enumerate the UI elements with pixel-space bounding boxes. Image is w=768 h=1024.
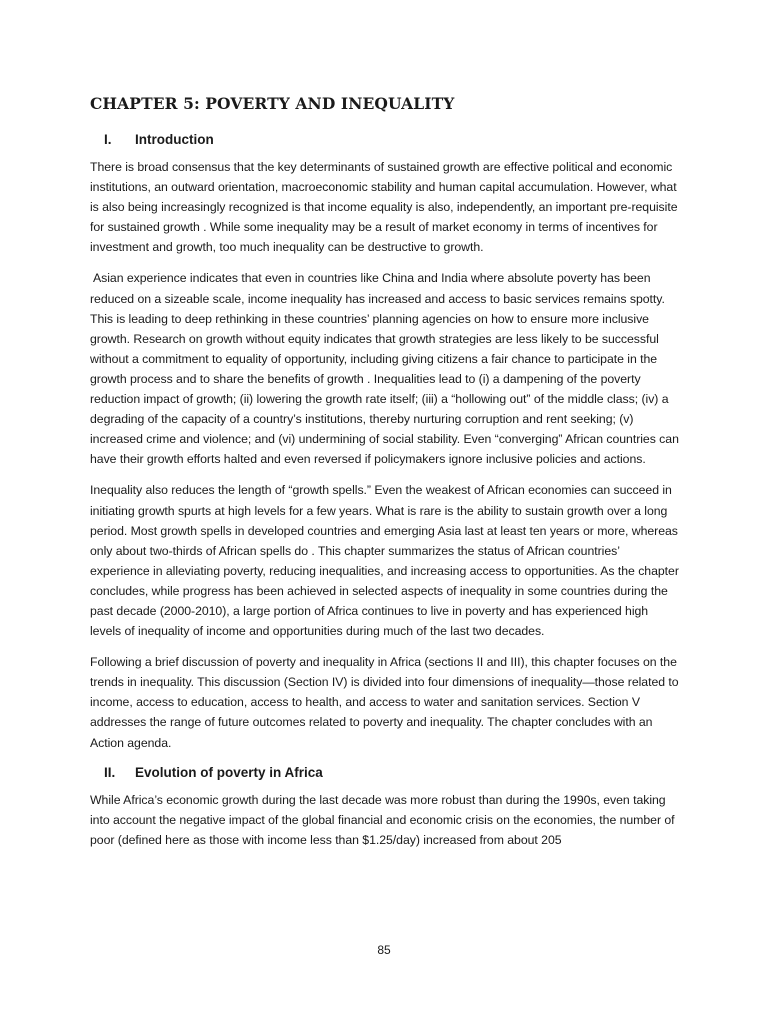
paragraph: There is broad consensus that the key determinants of sustained growth are effective political and economic institutions, an outward orientation, macroeconomic stability and human capital accumulation. However, what is also being increasingly recognized is that income equality is also, independently, an important pre-requisite for sustained growth . While some inequality may be a result of market economy in terms of incentives for investment and growth, too much inequality can be destructive to growth. — [90, 160, 678, 255]
section-number: II. — [104, 764, 116, 780]
section-heading-introduction — [90, 131, 680, 149]
paragraph: While Africa’s economic growth during the last decade was more robust than during the 1990s, even taking into account the negative impact of the global financial and economic crisis on the economies, the number of poor (defined here as those with income less than $1.25/day) increased from about 205 — [90, 792, 675, 847]
document-page — [90, 94, 680, 861]
section-title: Introduction — [135, 132, 214, 147]
paragraph: Asian experience indicates that even in countries like China and India where absolute poverty has been reduced on a sizeable scale, income inequality has increased and access to basic services remains spotty. This is leading to deep rethinking in these countries’ planning agencies on how to ensure more inclusive growth. Research on growth without equity indicates that growth strategies are less likely to be successful without a commitment to equality of opportunity, including giving citizens a fair chance to participate in the growth process and to share the benefits of growth . Inequalities lead to (i) a dampening of the poverty reduction impact of growth; (ii) lowering the growth rate itself; (iii) a “hollowing out” of the middle class; (iv) a degrading of the capacity of a country’s institutions, thereby nurturing corruption and rent seeking; (v) increased crime and violence; and (vi) undermining of social stability. Even “converging” African countries can have their growth efforts halted and even reversed if policymakers ignore inclusive policies and actions. — [90, 271, 679, 467]
section-title: Evolution of poverty in Africa — [135, 764, 323, 780]
page-number: 85 — [377, 943, 391, 957]
chapter-title: CHAPTER 5: POVERTY AND INEQUALITY — [90, 94, 455, 113]
section-heading-evolution-of-poverty — [90, 764, 680, 782]
paragraph: Inequality also reduces the length of “growth spells.” Even the weakest of African economies can succeed in initiating growth spurts at high levels for a few years. What is rare is the ability to sustain growth over a long period. Most growth spells in developed countries and emerging Asia last at least ten years or more, whereas only about two-thirds of African spells do . This chapter summarizes the status of African countries’ experience in alleviating poverty, reducing inequalities, and increasing access to opportunities. As the chapter concludes, while progress has been achieved in selected aspects of inequality in some countries during the past decade (2000-2010), a large portion of Africa continues to live in poverty and has experienced high levels of inequality of income and opportunities during much of the last two decades. — [90, 483, 679, 639]
paragraph: Following a brief discussion of poverty and inequality in Africa (sections II and III), this chapter focuses on the trends in inequality. This discussion (Section IV) is divided into four dimensions of inequality—those related to income, access to education, access to health, and access to water and sanitation services. Section V addresses the range of future outcomes related to poverty and inequality. The chapter concludes with an Action agenda. — [90, 655, 679, 750]
section-number: I. — [104, 132, 112, 147]
